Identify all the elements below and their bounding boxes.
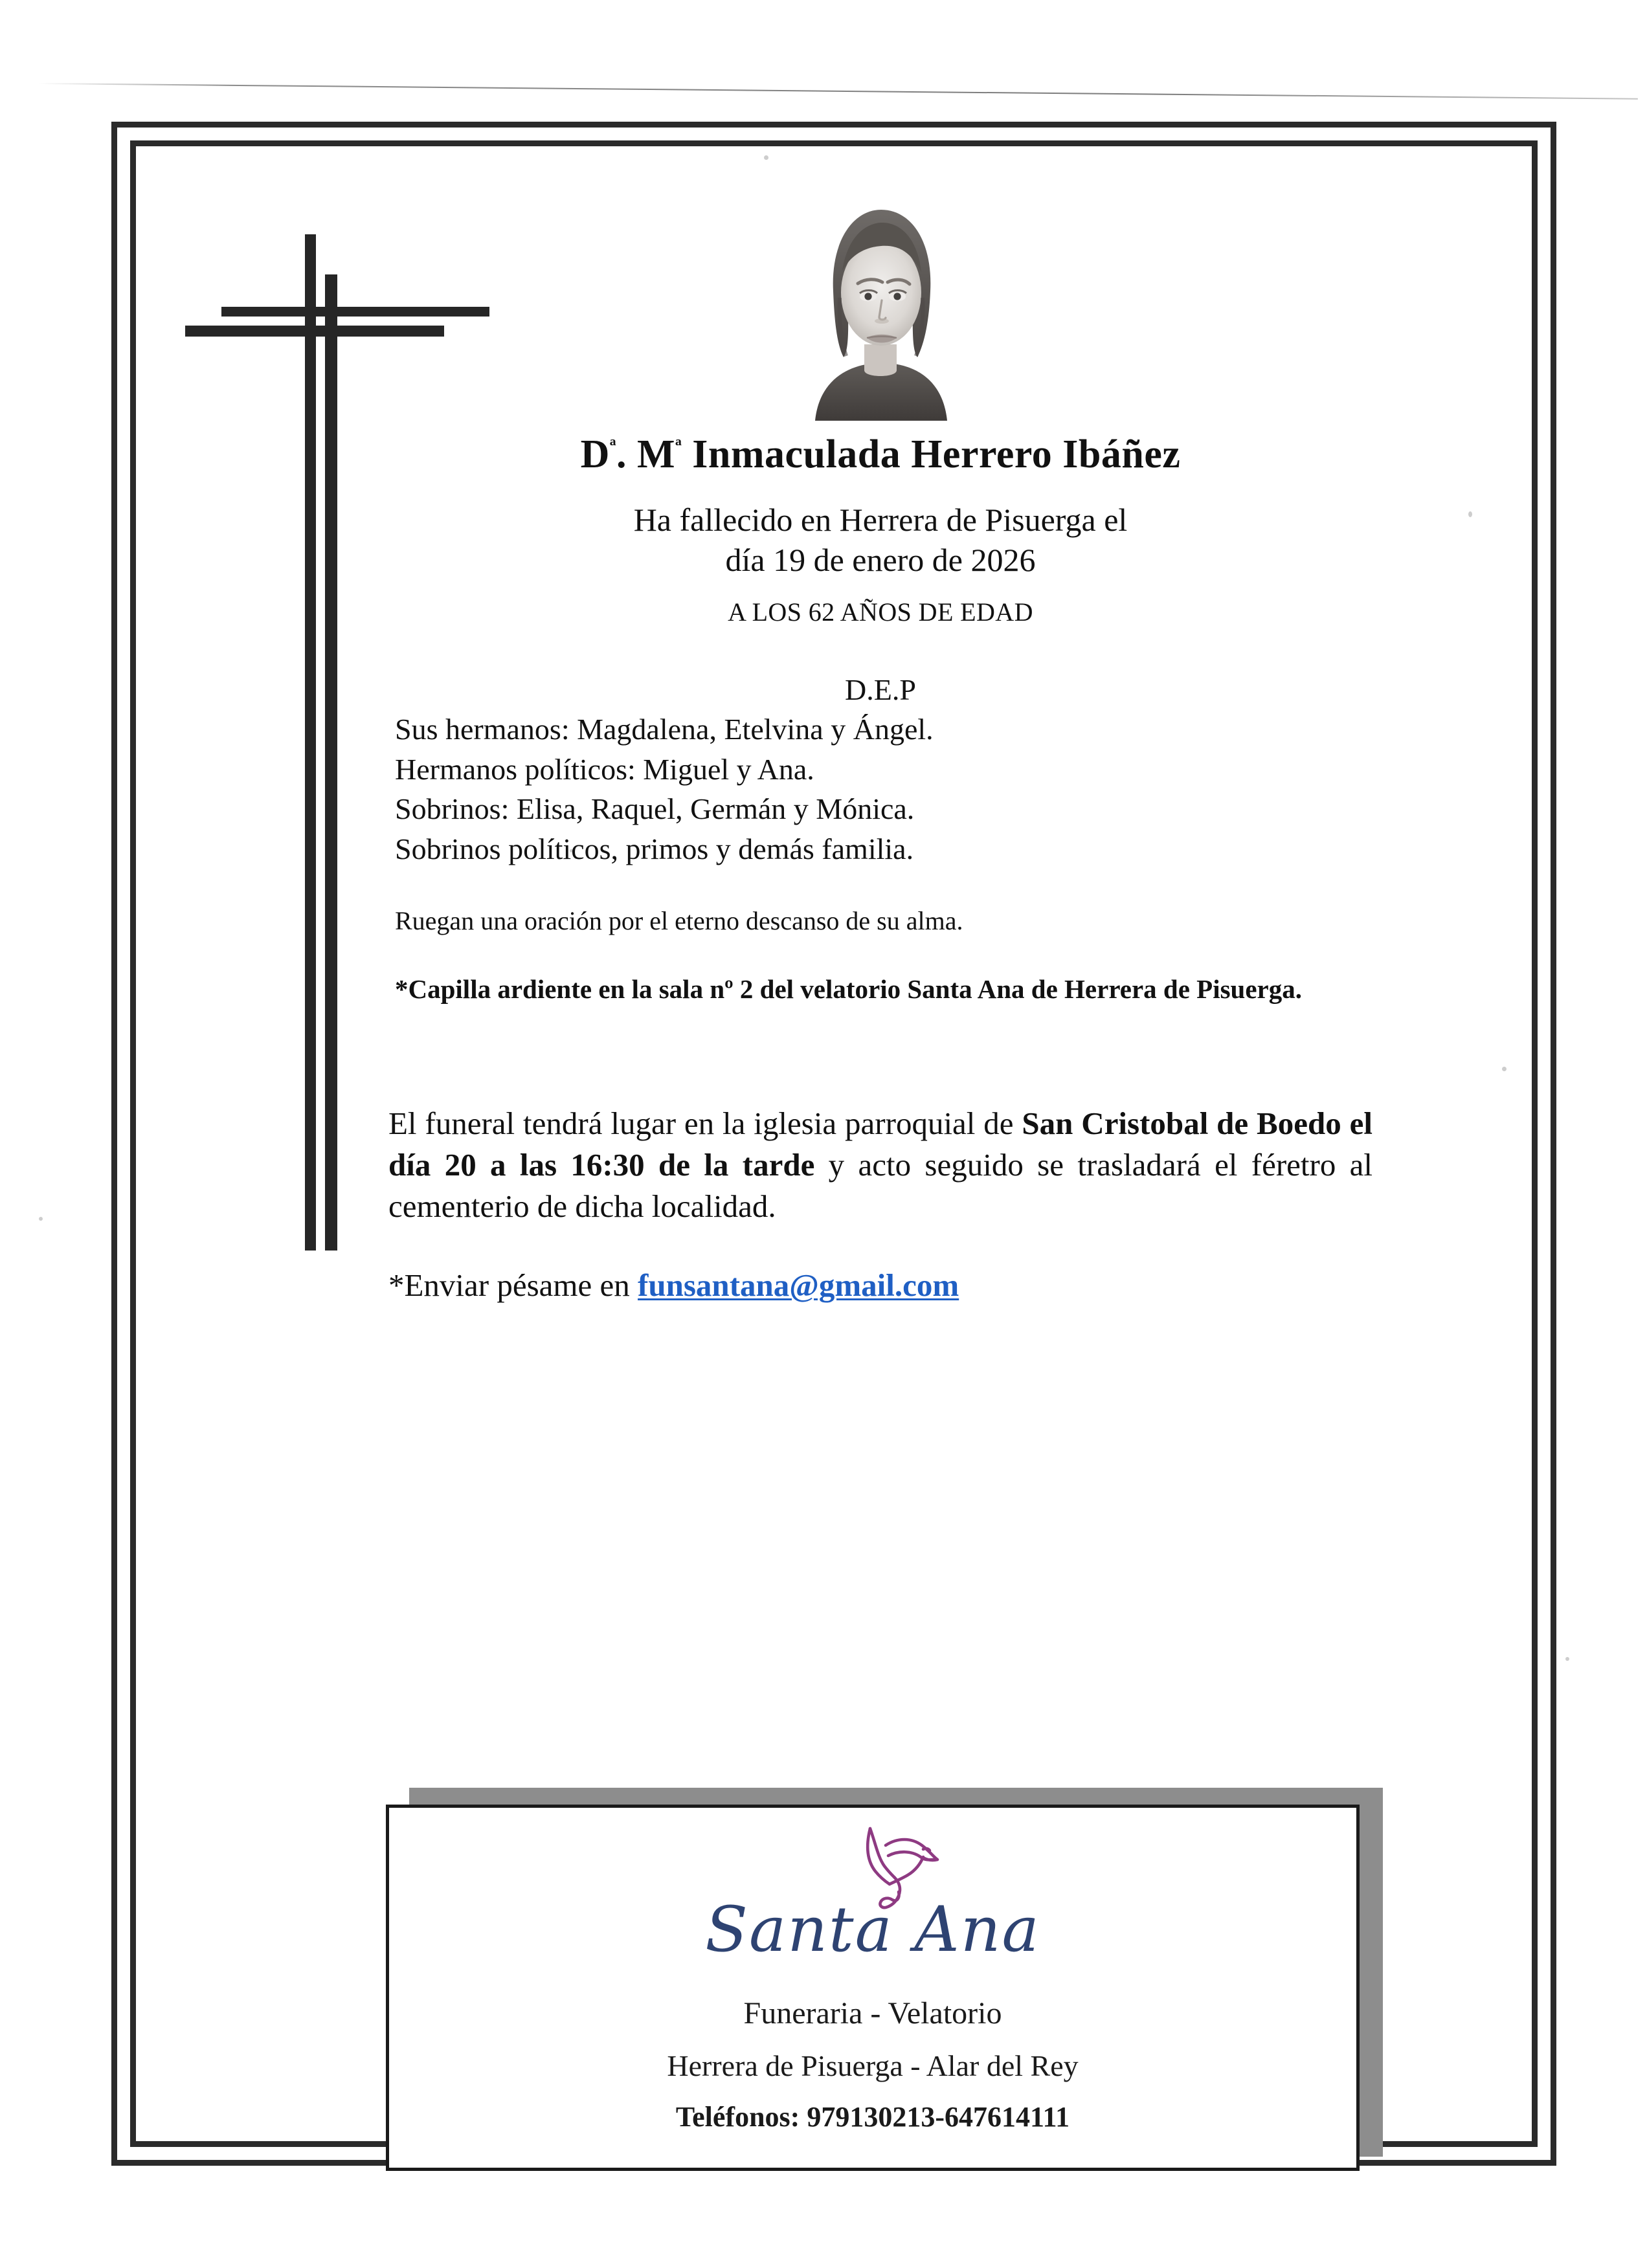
cross-vertical-bar-right bbox=[325, 274, 337, 1251]
name-prefix-ordinal: ª bbox=[609, 434, 617, 458]
death-line-2: día 19 de enero de 2026 bbox=[725, 542, 1036, 579]
brand-name: Santa Ana bbox=[705, 1893, 1040, 1966]
portrait-wrapper bbox=[388, 194, 1372, 421]
brand-services: Funeraria - Velatorio bbox=[743, 1996, 1002, 2030]
funeral-text-lead: El funeral tendrá lugar en la iglesia parroquial de bbox=[388, 1106, 1022, 1142]
condolence-line bbox=[388, 1267, 1372, 1304]
logo-card bbox=[386, 1805, 1360, 2171]
name-prefix: D bbox=[580, 432, 610, 476]
list-item: Sobrinos políticos, primos y demás familia. bbox=[395, 832, 914, 866]
condolence-email-link[interactable]: funsantana@gmail.com bbox=[638, 1267, 959, 1304]
scan-edge-line bbox=[39, 83, 1638, 100]
list-item: Sus hermanos: Magdalena, Etelvina y Ángel. bbox=[395, 713, 934, 746]
list-item: Sobrinos: Elisa, Raquel, Germán y Mónica. bbox=[395, 792, 915, 826]
death-line-1: Ha fallecido en Herrera de Pisuerga el bbox=[633, 502, 1128, 539]
family-list bbox=[388, 709, 1372, 869]
chapel-note: *Capilla ardiente en la sala nº 2 del velatorio Santa Ana de Herrera de Pisuerga. bbox=[395, 973, 1303, 1004]
funeral-details bbox=[388, 1103, 1372, 1227]
funeral-text-tail: y acto seguido se trasladará el féretro al cementerio de dicha localidad. bbox=[388, 1146, 1373, 1224]
condolence-prefix: *Enviar pésame en bbox=[388, 1267, 638, 1304]
funeral-home-logo-block bbox=[386, 1788, 1383, 2176]
deceased-name bbox=[388, 432, 1372, 476]
brand-towns: Herrera de Pisuerga - Alar del Rey bbox=[667, 2049, 1079, 2082]
name-rest: Inmaculada Herrero Ibáñez bbox=[682, 432, 1181, 476]
scan-speck bbox=[39, 1217, 43, 1221]
cross-vertical-bar-left bbox=[305, 234, 316, 1251]
age-line: A LOS 62 AÑOS DE EDAD bbox=[728, 597, 1033, 627]
notice-content bbox=[388, 194, 1372, 1304]
funeral-place-time: San Cristobal de Boedo el día 20 a las 16:30 de la tarde bbox=[388, 1106, 1372, 1183]
death-announcement bbox=[388, 500, 1372, 580]
portrait-photo bbox=[797, 194, 964, 421]
name-middle-ordinal: ª bbox=[675, 434, 682, 458]
list-item: Hermanos políticos: Miguel y Ana. bbox=[395, 752, 814, 786]
dep-text: D.E.P bbox=[845, 673, 916, 707]
scan-speck bbox=[1565, 1657, 1569, 1661]
brand-phones: Teléfonos: 979130213-647614111 bbox=[675, 2101, 1070, 2133]
prayer-text: Ruegan una oración por el eterno descanso de su alma. bbox=[395, 906, 963, 935]
name-middle: . M bbox=[616, 432, 676, 476]
